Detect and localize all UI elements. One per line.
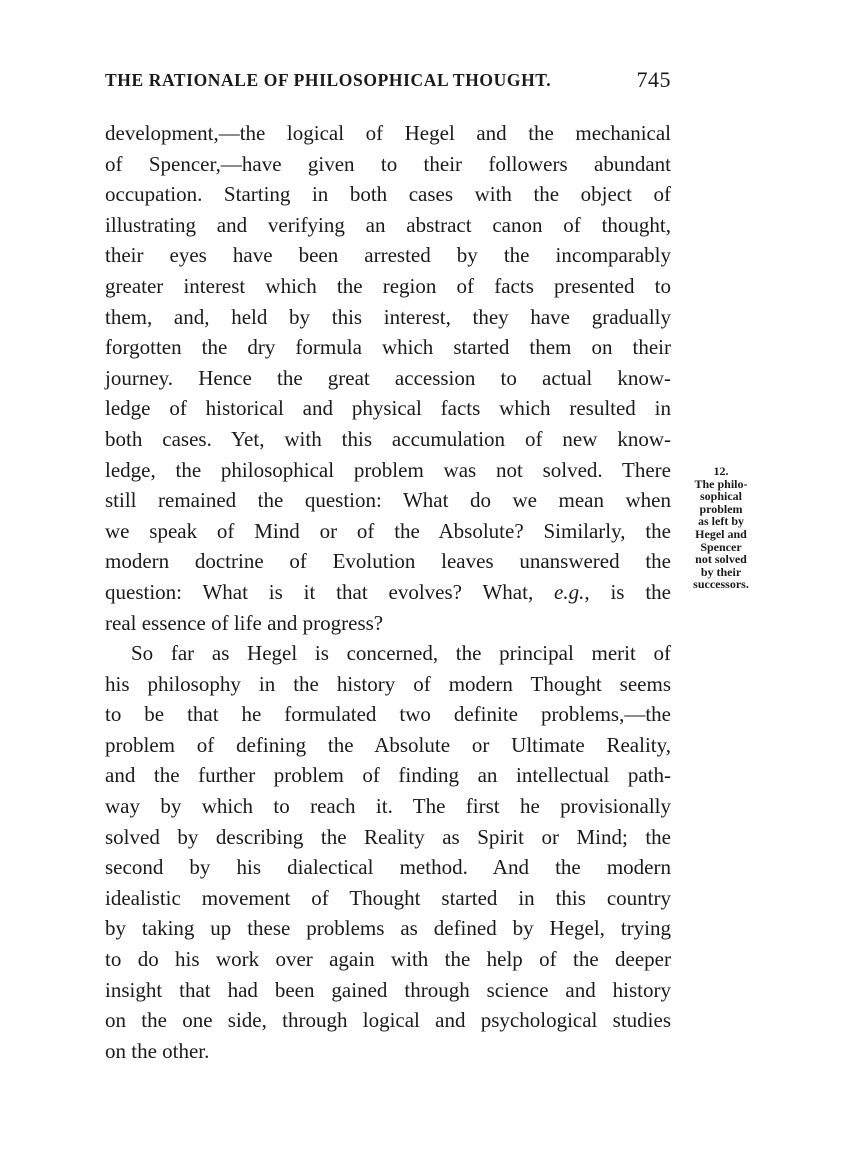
text-line: his philosophy in the history of modern Thought seems [105, 671, 671, 696]
body-text [105, 118, 671, 1066]
text-line: their eyes have been arrested by the incomparably [105, 243, 671, 268]
page-number: 745 [636, 67, 671, 92]
text-line: occupation. Starting in both cases with the object of [105, 182, 671, 207]
margin-note-line: Hegel and [695, 526, 747, 541]
margin-note-line: Spencer [700, 539, 742, 554]
margin-note-line: sophical [699, 489, 742, 504]
text-line: solved by describing the Reality as Spirit or Mind; the [105, 824, 671, 849]
italic-abbreviation: e.g. [554, 579, 585, 604]
margin-note-line: not solved [695, 552, 747, 567]
text-line: them, and, held by this interest, they have gradually [105, 304, 671, 329]
margin-note-line: problem [699, 501, 743, 516]
paragraph-1 [105, 118, 671, 638]
text-line: still remained the question: What do we mean when [105, 488, 671, 513]
margin-note-line: as left by [698, 514, 744, 529]
margin-note-line: successors. [693, 577, 749, 592]
text-line: journey. Hence the great accession to actual know- [105, 365, 671, 390]
text-line: we speak of Mind or of the Absolute? Similarly, the [105, 518, 671, 543]
text-line: by taking up these problems as defined by Hegel, trying [105, 916, 671, 941]
text-line: greater interest which the region of facts presented to [105, 273, 671, 298]
text-line: modern doctrine of Evolution leaves unanswered the [105, 549, 671, 574]
text-line: to be that he formulated two definite problems,—the [105, 702, 671, 727]
text-line: real essence of life and progress? [105, 610, 384, 635]
text-line: way by which to reach it. The first he provisionally [105, 794, 671, 819]
text-line: forgotten the dry formula which started them on their [105, 335, 671, 360]
text-line: of Spencer,—have given to their followers abundant [105, 151, 671, 176]
margin-note-line: by their [700, 564, 742, 579]
text-line: to do his work over again with the help of the deeper [105, 947, 671, 972]
text-line: ledge, the philosophical problem was not solved. There [105, 457, 671, 482]
text-line: second by his dialectical method. And the modern [105, 855, 671, 880]
paragraph-2 [105, 638, 671, 1066]
text-line: insight that had been gained through science and history [105, 977, 671, 1002]
text-line: problem of defining the Absolute or Ultimate Reality, [105, 732, 671, 757]
running-head [105, 64, 671, 96]
margin-note-number: 12. [713, 464, 729, 478]
text-line: question: What is it that evolves? What, e.g., is the [105, 579, 671, 604]
text-line: ledge of historical and physical facts which resulted in [105, 396, 671, 421]
text-line: on the one side, through logical and psychological studies [105, 1008, 671, 1033]
text-line: both cases. Yet, with this accumulation of new know- [105, 426, 671, 451]
text-line: on the other. [105, 1038, 210, 1063]
text-line: illustrating and verifying an abstract canon of thought, [105, 212, 671, 237]
margin-note-line: The philo- [694, 476, 748, 491]
margin-note [678, 465, 764, 591]
text-line: development,—the logical of Hegel and the mechanical [105, 121, 671, 145]
running-title: THE RATIONALE OF PHILOSOPHICAL THOUGHT. [105, 70, 552, 90]
text-line: and the further problem of finding an intellectual path- [105, 763, 671, 788]
text-line: So far as Hegel is concerned, the principal merit of [131, 641, 671, 666]
text-line: idealistic movement of Thought started in this country [105, 885, 671, 910]
